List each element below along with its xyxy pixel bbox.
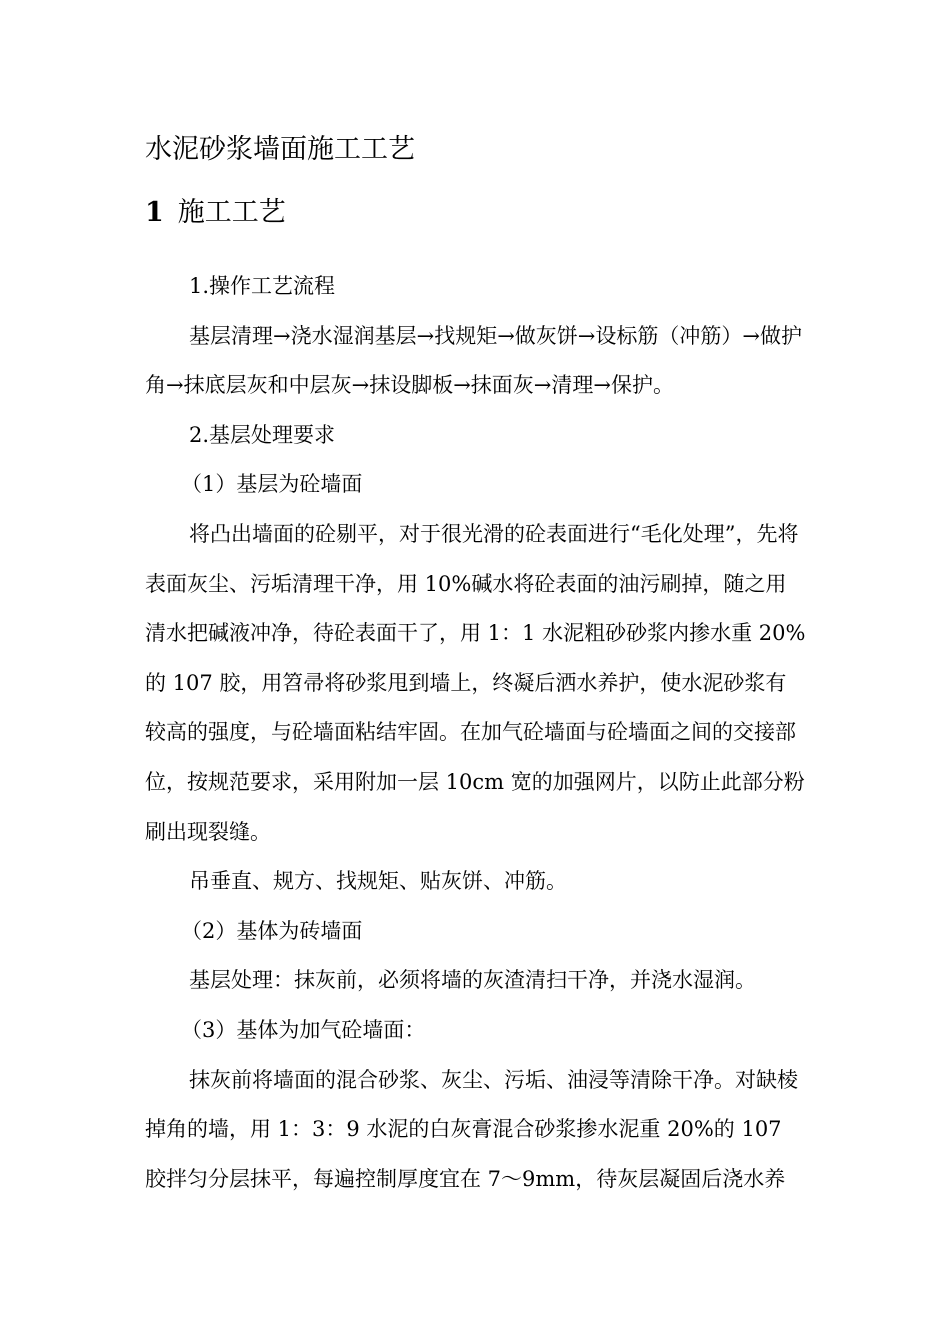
section-number: 1 bbox=[145, 197, 164, 228]
document-body bbox=[145, 262, 807, 1204]
item-aerated-concrete-wall: （3）基体为加气砼墙面： bbox=[181, 1017, 426, 1042]
subheading-base-treatment: 2.基层处理要求 bbox=[189, 422, 336, 447]
paragraph-concrete-treatment: 将凸出墙面的砼剔平，对于很光滑的砼表面进行“毛化处理”，先将表面灰尘、污垢清理干净，用 10%碱水将砼表面的油污刷掉，随之用清水把碱液冲净，待砼表面干了，用 1：1 水泥粗砂砂浆内掺水重 20%的 107 胶，用笤帚将砂浆甩到墙上，终凝后洒水养护，使水泥砂浆有较高的强度，与砼墙面粘结牢固。在加气砼墙面与砼墙面之间的交接部位，按规范要求，采用附加一层 10cm 宽的加强网片，以防止此部分粉刷出现裂缝。 bbox=[145, 521, 806, 844]
subheading-process-flow: 1.操作工艺流程 bbox=[189, 274, 336, 298]
paragraph-process-steps: 基层清理→浇水湿润基层→找规矩→做灰饼→设标筋（冲筋）→做护角→抹底层灰和中层灰→抹设脚板→抹面灰→清理→保护。 bbox=[145, 323, 802, 398]
section-title: 施工工艺 bbox=[177, 197, 286, 228]
item-concrete-wall: （1）基层为砼墙面 bbox=[181, 472, 363, 497]
paragraph-aerated-treatment: 抹灰前将墙面的混合砂浆、灰尘、污垢、油浸等清除干净。对缺棱掉角的墙，用 1：3：9 水泥的白灰膏混合砂浆掺水泥重 20%的 107 胶拌匀分层抹平，每遍控制厚度宜在 7～9mm，待灰层凝固后浇水养 bbox=[145, 1067, 798, 1191]
paragraph-brick-treatment: 基层处理：抹灰前，必须将墙的灰渣清扫干净，并浇水湿润。 bbox=[189, 968, 756, 993]
item-brick-wall: （2）基体为砖墙面 bbox=[181, 918, 363, 943]
document-title: 水泥砂浆墙面施工工艺 bbox=[145, 134, 415, 165]
paragraph-plumb-level: 吊垂直、规方、找规矩、贴灰饼、冲筋。 bbox=[189, 869, 567, 894]
section-heading bbox=[145, 193, 286, 233]
